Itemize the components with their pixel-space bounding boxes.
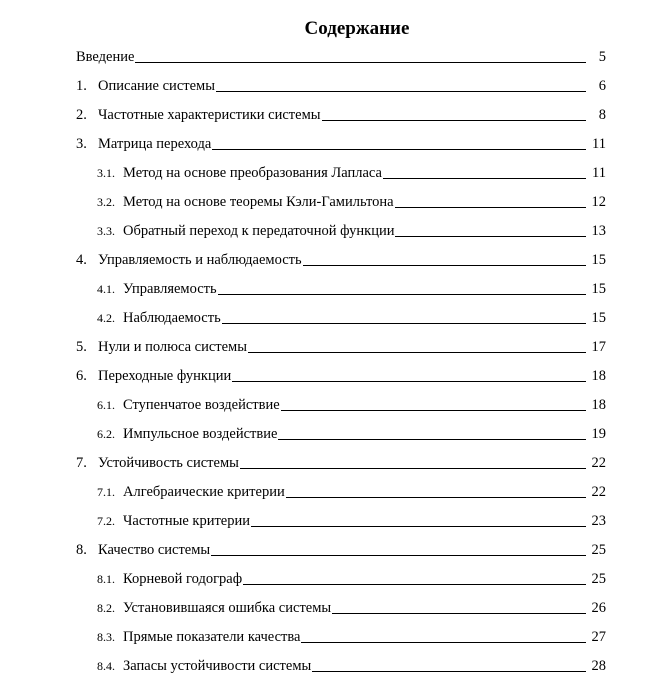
toc-entry[interactable] (0, 66, 666, 95)
toc-leader-line (301, 642, 586, 643)
toc-page-number: 13 (591, 223, 606, 239)
toc-page-number: 25 (591, 542, 606, 558)
toc-entry-number: 3.1. (97, 166, 115, 180)
toc-leader-line (243, 584, 586, 585)
toc-entry-number: 5. (76, 339, 87, 355)
toc-entry-number: 8.4. (97, 659, 115, 673)
toc-page-number: 18 (591, 397, 606, 413)
toc-page-number: 11 (592, 165, 606, 181)
table-of-contents (0, 37, 666, 675)
toc-entry-number: 8.1. (97, 572, 115, 586)
toc-leader-line (332, 613, 586, 614)
toc-entry-title: Наблюдаемость (123, 310, 221, 326)
toc-entry-number: 8. (76, 542, 87, 558)
toc-entry[interactable] (0, 153, 666, 182)
toc-entry-title: Переходные функции (98, 368, 232, 384)
toc-entry[interactable] (0, 472, 666, 501)
toc-page-number: 25 (591, 571, 606, 587)
toc-entry[interactable] (0, 182, 666, 211)
toc-entry-title: Обратный переход к передаточной функции (123, 223, 395, 239)
toc-entry-title: Метод на основе преобразования Лапласа (123, 165, 382, 181)
toc-entry[interactable] (0, 501, 666, 530)
toc-leader-line (383, 178, 586, 179)
toc-page-number: 15 (591, 281, 606, 297)
toc-entry-title: Частотные характеристики системы (98, 107, 321, 123)
toc-entry-number: 3. (76, 136, 87, 152)
toc-entry-title: Алгебраические критерии (123, 484, 285, 500)
toc-entry[interactable] (0, 327, 666, 356)
toc-leader-line (248, 352, 586, 353)
toc-leader-line (232, 381, 586, 382)
toc-leader-line (218, 294, 586, 295)
toc-page-number: 5 (598, 49, 606, 65)
toc-entry-number: 4. (76, 252, 87, 268)
toc-page-number: 28 (591, 658, 606, 674)
toc-entry-number: 7. (76, 455, 87, 471)
toc-leader-line (322, 120, 587, 121)
toc-entry-number: 2. (76, 107, 87, 123)
toc-page-number: 23 (591, 513, 606, 529)
toc-entry[interactable] (0, 646, 666, 675)
toc-entry[interactable] (0, 211, 666, 240)
toc-leader-line (278, 439, 586, 440)
toc-leader-line (222, 323, 586, 324)
toc-entry-title: Устойчивость системы (98, 455, 239, 471)
toc-page-number: 27 (591, 629, 606, 645)
toc-entry[interactable] (0, 356, 666, 385)
toc-entry-title: Корневой годограф (123, 571, 243, 587)
toc-entry-title: Установившаяся ошибка системы (123, 600, 332, 616)
toc-page-number: 6 (598, 78, 606, 94)
toc-leader-line (281, 410, 586, 411)
toc-entry[interactable] (0, 269, 666, 298)
toc-entry[interactable] (0, 414, 666, 443)
toc-leader-line (286, 497, 586, 498)
toc-entry-title: Метод на основе теоремы Кэли-Гамильтона (123, 194, 394, 210)
toc-entry-number: 7.2. (97, 514, 115, 528)
toc-entry-number: 3.3. (97, 224, 115, 238)
toc-page-number: 12 (591, 194, 606, 210)
toc-entry[interactable] (0, 559, 666, 588)
toc-leader-line (135, 62, 586, 63)
toc-entry-title: Управляемость и наблюдаемость (98, 252, 302, 268)
toc-entry[interactable] (0, 588, 666, 617)
toc-entry-title: Нули и полюса системы (98, 339, 247, 355)
toc-entry[interactable] (0, 95, 666, 124)
toc-entry[interactable] (0, 385, 666, 414)
toc-entry[interactable] (0, 37, 666, 66)
toc-entry-title: Матрица перехода (98, 136, 212, 152)
toc-page-number: 11 (592, 136, 606, 152)
toc-entry-title: Импульсное воздействие (123, 426, 278, 442)
toc-entry[interactable] (0, 617, 666, 646)
toc-entry-number: 6. (76, 368, 87, 384)
toc-leader-line (395, 207, 586, 208)
toc-leader-line (303, 265, 586, 266)
toc-entry-number: 8.3. (97, 630, 115, 644)
toc-page-number: 17 (591, 339, 606, 355)
toc-leader-line (312, 671, 586, 672)
toc-entry[interactable] (0, 530, 666, 559)
toc-entry-title: Частотные критерии (123, 513, 250, 529)
toc-page-number: 22 (591, 455, 606, 471)
toc-entry-number: 7.1. (97, 485, 115, 499)
toc-page-number: 15 (591, 310, 606, 326)
toc-page-number: 15 (591, 252, 606, 268)
toc-page-number: 18 (591, 368, 606, 384)
toc-entry-title: Введение (76, 49, 135, 65)
toc-entry-title: Ступенчатое воздействие (123, 397, 280, 413)
toc-entry[interactable] (0, 298, 666, 327)
toc-entry-number: 8.2. (97, 601, 115, 615)
toc-page-number: 22 (591, 484, 606, 500)
toc-entry-number: 3.2. (97, 195, 115, 209)
toc-entry-number: 6.1. (97, 398, 115, 412)
toc-entry-number: 4.2. (97, 311, 115, 325)
page-title: Содержание (304, 17, 410, 39)
toc-entry-title: Описание системы (98, 78, 215, 94)
toc-leader-line (395, 236, 586, 237)
toc-entry[interactable] (0, 240, 666, 269)
toc-leader-line (211, 555, 586, 556)
toc-entry[interactable] (0, 443, 666, 472)
toc-entry-title: Управляемость (123, 281, 217, 297)
toc-entry-number: 4.1. (97, 282, 115, 296)
toc-leader-line (240, 468, 586, 469)
toc-entry-number: 6.2. (97, 427, 115, 441)
toc-entry-title: Прямые показатели качества (123, 629, 301, 645)
toc-leader-line (216, 91, 586, 92)
toc-page-number: 8 (598, 107, 606, 123)
toc-entry-number: 1. (76, 78, 87, 94)
toc-entry-title: Качество системы (98, 542, 211, 558)
toc-leader-line (251, 526, 586, 527)
toc-page-number: 19 (591, 426, 606, 442)
toc-page-number: 26 (591, 600, 606, 616)
toc-entry[interactable] (0, 124, 666, 153)
toc-entry-title: Запасы устойчивости системы (123, 658, 312, 674)
toc-leader-line (212, 149, 586, 150)
